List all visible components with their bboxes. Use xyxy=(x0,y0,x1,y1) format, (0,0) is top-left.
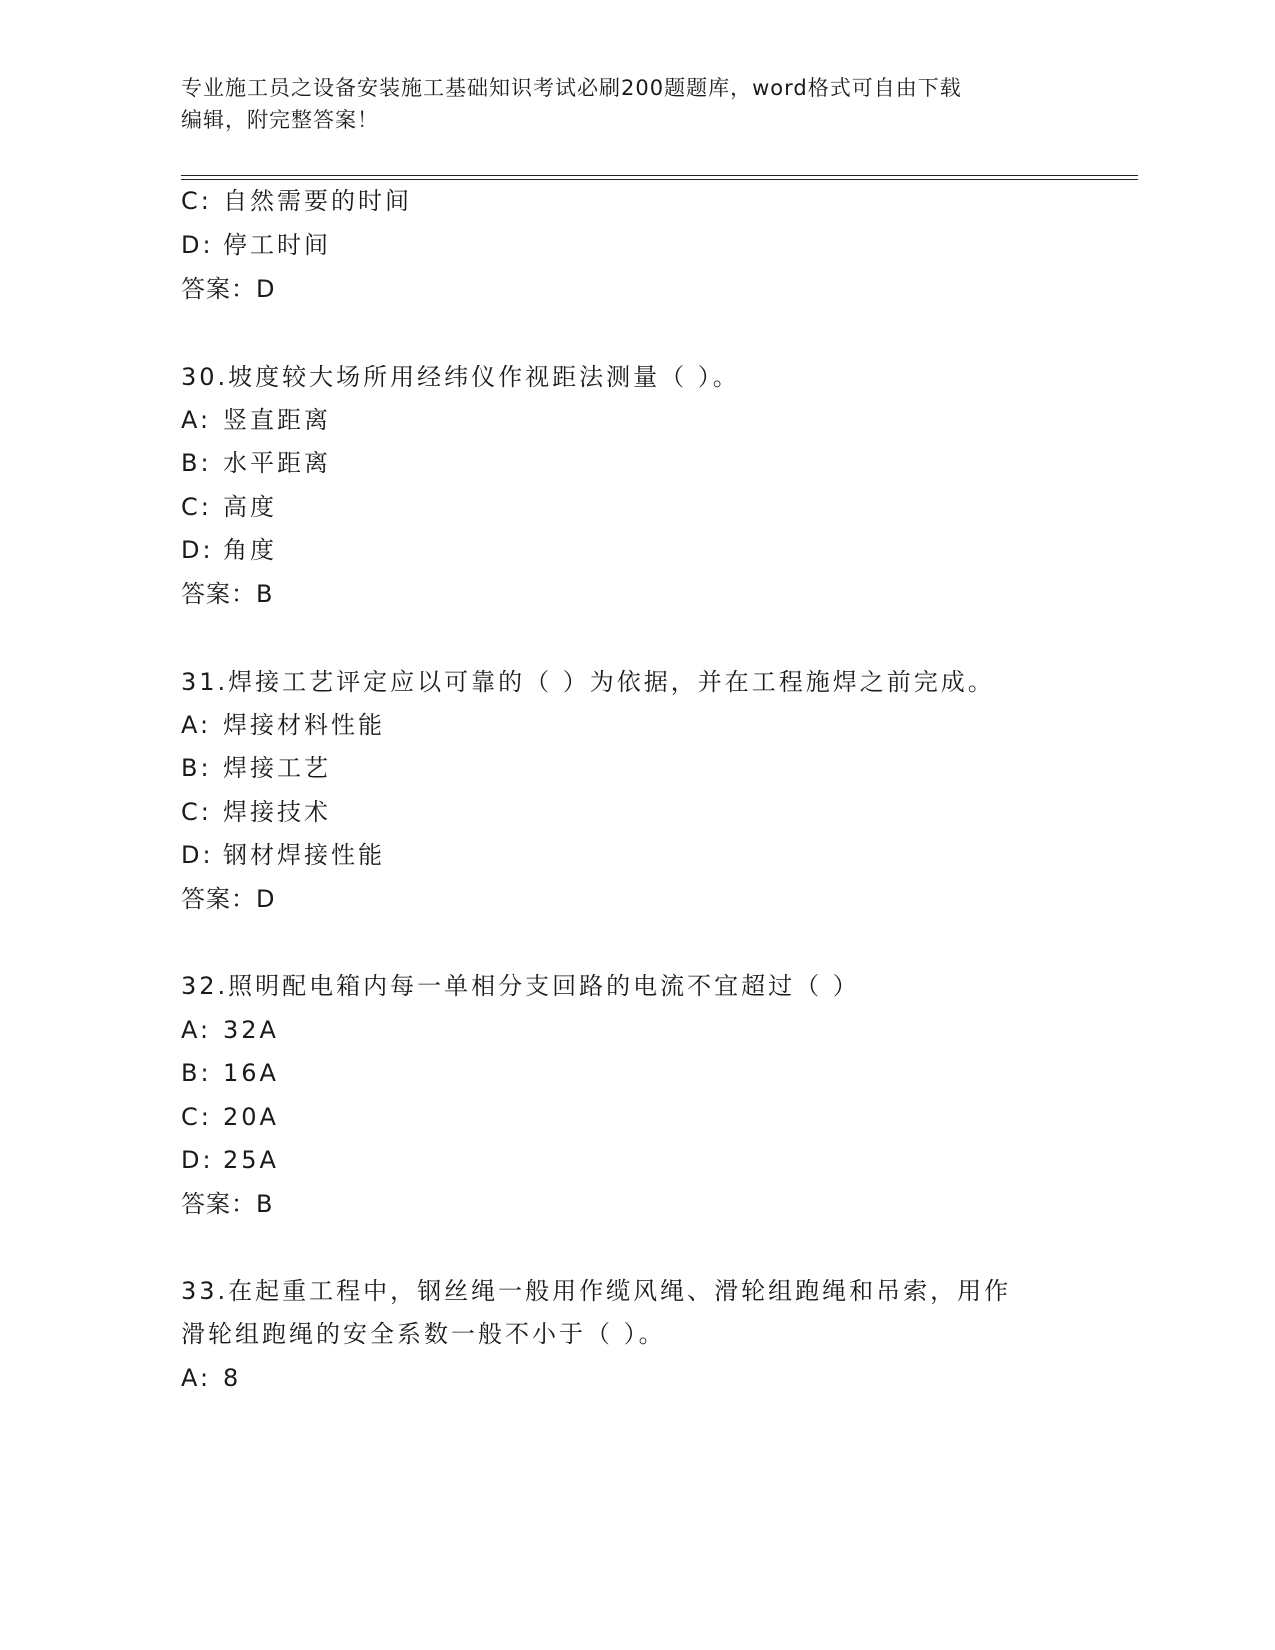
q29-option-c: C: 自然需要的时间 xyxy=(181,187,412,215)
q31-option-b: B: 焊接工艺 xyxy=(181,754,331,782)
q31-stem: 31.焊接工艺评定应以可靠的（ ）为依据，并在工程施焊之前完成。 xyxy=(181,668,995,696)
q32-answer: 答案：B xyxy=(181,1190,274,1218)
q30-option-d: D: 角度 xyxy=(181,536,277,564)
q33-stem-line-2: 滑轮组跑绳的安全系数一般不小于（ ）。 xyxy=(181,1320,666,1348)
q33-option-a: A: 8 xyxy=(181,1364,242,1392)
q32-option-a: A: 32A xyxy=(181,1016,279,1044)
q31-option-a: A: 焊接材料性能 xyxy=(181,711,385,739)
q33-stem-line-1: 33.在起重工程中，钢丝绳一般用作缆风绳、滑轮组跑绳和吊索，用作 xyxy=(181,1277,1012,1305)
q30-option-a: A: 竖直距离 xyxy=(181,406,331,434)
q30-stem: 30.坡度较大场所用经纬仪作视距法测量（ ）。 xyxy=(181,363,740,391)
q29-option-d: D: 停工时间 xyxy=(181,231,331,259)
q31-answer: 答案：D xyxy=(181,885,276,913)
q32-option-c: C: 20A xyxy=(181,1103,279,1131)
q30-option-c: C: 高度 xyxy=(181,493,277,521)
q32-option-d: D: 25A xyxy=(181,1146,279,1174)
q29-answer: 答案：D xyxy=(181,275,276,303)
q31-option-c: C: 焊接技术 xyxy=(181,798,331,826)
document-header xyxy=(181,72,1051,136)
q30-answer: 答案：B xyxy=(181,580,274,608)
header-divider xyxy=(181,175,1138,180)
q30-option-b: B: 水平距离 xyxy=(181,449,331,477)
q31-option-d: D: 钢材焊接性能 xyxy=(181,841,385,869)
header-line-2: 编辑，附完整答案！ xyxy=(181,108,379,132)
header-line-1: 专业施工员之设备安装施工基础知识考试必刷200题题库，word格式可自由下载 xyxy=(181,76,962,100)
q32-option-b: B: 16A xyxy=(181,1059,279,1087)
q32-stem: 32.照明配电箱内每一单相分支回路的电流不宜超过（ ） xyxy=(181,972,860,1000)
